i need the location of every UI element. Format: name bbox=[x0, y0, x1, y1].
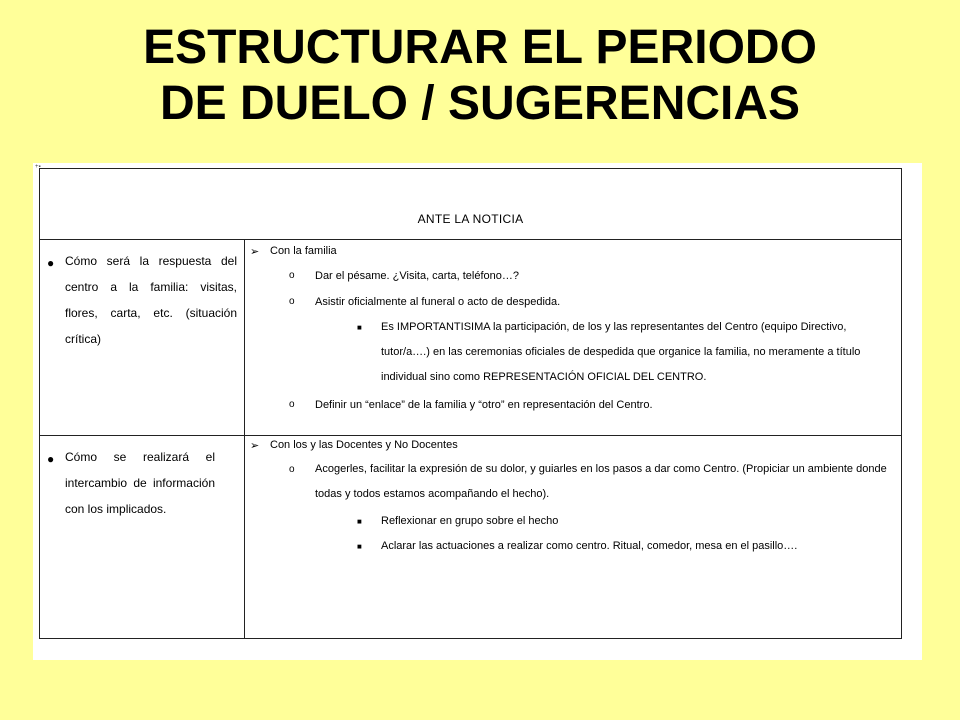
circle-bullet-icon: o bbox=[289, 399, 295, 410]
left-cell-family bbox=[47, 248, 237, 352]
sub-list-item bbox=[357, 315, 896, 390]
heading-family-text: Con la familia bbox=[270, 245, 337, 257]
circle-bullet-icon: o bbox=[289, 464, 295, 475]
list-item-text: Asistir oficialmente al funeral o acto de despedida. bbox=[315, 296, 561, 308]
sub-list-item bbox=[357, 540, 798, 552]
slide-title-line-2: DE DUELO / SUGERENCIAS bbox=[159, 77, 801, 130]
bullet-icon: ● bbox=[47, 452, 55, 466]
suggestions-table bbox=[39, 168, 902, 639]
heading-family bbox=[250, 245, 337, 258]
table-header: ANTE LA NOTICIA bbox=[417, 212, 524, 226]
sub-list-item-text: Reflexionar en grupo sobre el hecho bbox=[381, 515, 559, 527]
left-cell-staff bbox=[47, 444, 215, 522]
table-row-family bbox=[40, 240, 901, 436]
sub-list-item bbox=[357, 515, 559, 527]
document-image bbox=[33, 163, 922, 660]
square-bullet-icon: ■ bbox=[357, 517, 362, 526]
slide-title bbox=[0, 20, 960, 132]
arrow-bullet-icon: ➢ bbox=[250, 246, 260, 258]
arrow-bullet-icon: ➢ bbox=[250, 440, 260, 452]
heading-staff-text: Con los y las Docentes y No Docentes bbox=[270, 439, 458, 451]
sub-list-item-text: Aclarar las actuaciones a realizar como centro. Ritual, comedor, mesa en el pasillo…. bbox=[381, 540, 798, 552]
heading-staff bbox=[250, 439, 458, 452]
table-move-handle: +▪ bbox=[35, 164, 41, 170]
square-bullet-icon: ■ bbox=[357, 323, 362, 332]
list-item bbox=[289, 296, 561, 308]
list-item-text: Definir un “enlace” de la familia y “otro” en representación del Centro. bbox=[315, 399, 653, 411]
list-item-text: Acogerles, facilitar la expresión de su dolor, y guiarles en los pasos a dar como Centro. (Propiciar un ambiente donde todas y todos estamos acompañando el hecho). bbox=[315, 463, 887, 500]
list-item bbox=[289, 399, 653, 411]
table-header-row bbox=[40, 169, 901, 240]
sub-list-item-text: Es IMPORTANTISIMA la participación, de los y las representantes del Centro (equipo Directivo, tutor/a….) en las ceremonias oficiales de despedida que organice la familia, no meramente a título individual sino como REPRESENTACIÓN OFICIAL DEL CENTRO. bbox=[381, 321, 861, 383]
bullet-icon: ● bbox=[47, 256, 55, 270]
question-family: Cómo será la respuesta del centro a la familia: visitas, flores, carta, etc. (situación crítica) bbox=[65, 254, 237, 346]
table-row-staff bbox=[40, 436, 901, 639]
question-staff: Cómo se realizará el intercambio de información con los implicados. bbox=[65, 450, 215, 516]
list-item-text: Dar el pésame. ¿Visita, carta, teléfono…? bbox=[315, 270, 520, 282]
square-bullet-icon: ■ bbox=[357, 542, 362, 551]
slide-title-line-1: ESTRUCTURAR EL PERIODO bbox=[143, 21, 817, 74]
list-item bbox=[289, 270, 520, 282]
circle-bullet-icon: o bbox=[289, 296, 295, 307]
circle-bullet-icon: o bbox=[289, 270, 295, 281]
list-item bbox=[289, 457, 895, 507]
